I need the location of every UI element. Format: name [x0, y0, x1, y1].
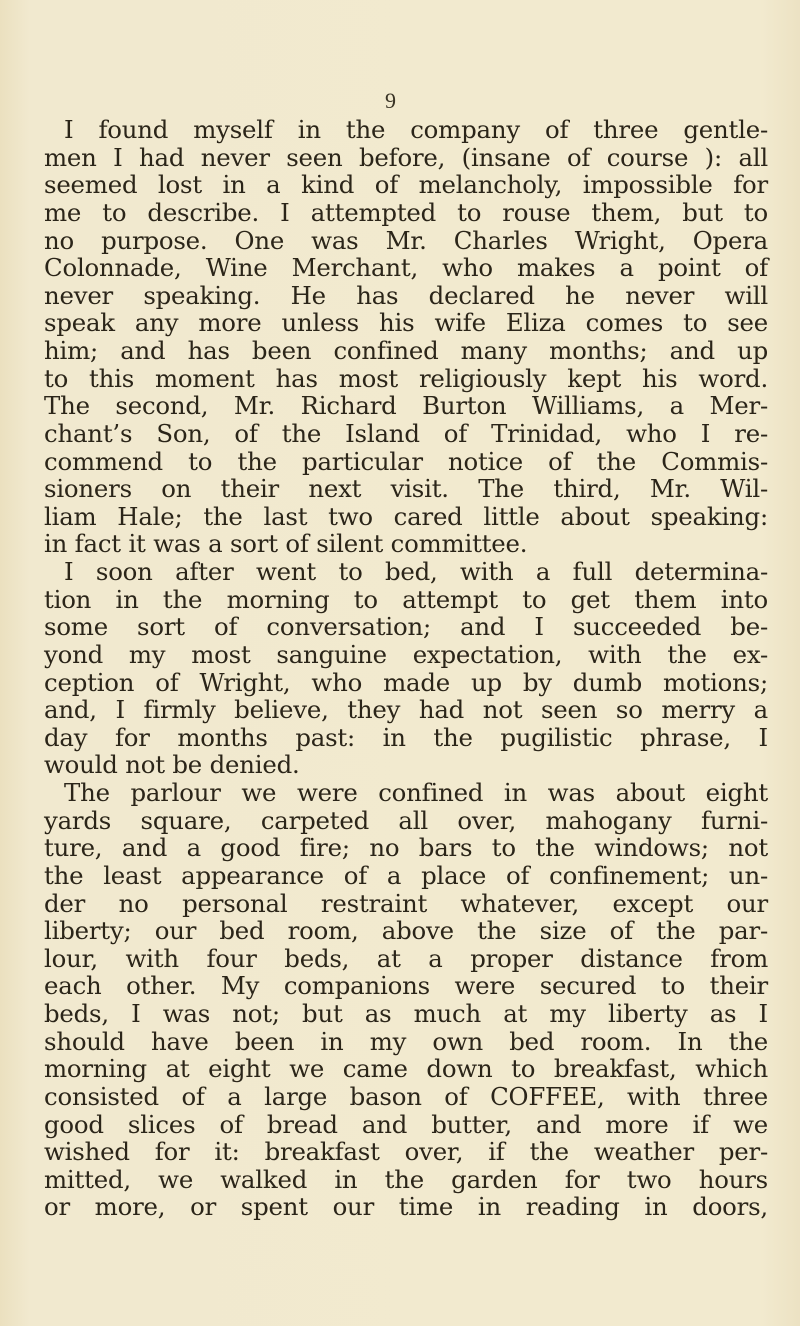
- text-line: I found myself in the company of three gentle-: [64, 115, 768, 144]
- text-line: consisted of a large bason of COFFEE, with three: [44, 1081, 768, 1111]
- text-line: day for months past: in the pugilistic phrase, I: [44, 722, 768, 752]
- text-line: yards square, carpeted all over, mahogany furni-: [44, 805, 768, 835]
- text-line: wished for it: breakfast over, if the weather per-: [44, 1137, 768, 1167]
- text-line: liberty; our bed room, above the size of the par-: [44, 916, 768, 946]
- text-line: commend to the particular notice of the Commis-: [44, 446, 768, 476]
- text-line: ture, and a good fire; no bars to the windows; not: [44, 833, 768, 863]
- text-line: The second, Mr. Richard Burton Williams, a Mer-: [44, 391, 768, 421]
- text-line: speak any more unless his wife Eliza comes to see: [44, 308, 768, 338]
- text-line: sioners on their next visit. The third, Mr. Wil-: [44, 474, 768, 504]
- text-line: lour, with four beds, at a proper distance from: [44, 943, 768, 973]
- text-line: good slices of bread and butter, and more if we: [44, 1109, 768, 1139]
- text-line: The parlour we were confined in was about eight: [64, 778, 768, 807]
- page-number: 9: [385, 88, 396, 113]
- body-text: [44, 116, 768, 1221]
- text-line: and, I firmly believe, they had not seen so merry a: [44, 695, 768, 725]
- text-line: no purpose. One was Mr. Charles Wright, Opera: [44, 225, 768, 255]
- text-line: the least appearance of a place of confinement; un-: [44, 860, 768, 890]
- text-line: each other. My companions were secured to their: [44, 971, 768, 1001]
- text-line: mitted, we walked in the garden for two hours: [44, 1164, 768, 1194]
- text-line: men I had never seen before, (insane of course ): all: [44, 142, 768, 172]
- text-line: would not be denied.: [44, 750, 300, 780]
- text-line: me to describe. I attempted to rouse them, but to: [44, 197, 768, 227]
- text-line: morning at eight we came down to breakfast, which: [44, 1054, 768, 1084]
- text-line: Colonnade, Wine Merchant, who makes a point of: [44, 253, 768, 283]
- text-line: should have been in my own bed room. In the: [44, 1026, 768, 1056]
- text-line: yond my most sanguine expectation, with the ex-: [44, 639, 768, 669]
- text-line: ception of Wright, who made up by dumb motions;: [44, 667, 768, 697]
- text-line: never speaking. He has declared he never will: [44, 280, 768, 310]
- text-line: seemed lost in a kind of melancholy, impossible for: [44, 170, 768, 200]
- text-line: some sort of conversation; and I succeeded be-: [44, 612, 768, 642]
- text-line: liam Hale; the last two cared little about speaking:: [44, 501, 768, 531]
- text-line: beds, I was not; but as much at my liberty as I: [44, 999, 768, 1028]
- text-line: chant’s Son, of the Island of Trinidad, who I re-: [44, 418, 768, 448]
- text-line: him; and has been confined many months; and up: [44, 336, 768, 365]
- text-line: der no personal restraint whatever, except our: [44, 888, 768, 918]
- text-line: to this moment has most religiously kept his word.: [44, 363, 768, 393]
- text-line: in fact it was a sort of silent committee.: [44, 529, 528, 559]
- text-line: or more, or spent our time in reading in doors,: [44, 1192, 768, 1222]
- text-line: I soon after went to bed, with a full determina-: [64, 557, 768, 586]
- text-line: tion in the morning to attempt to get them into: [44, 584, 768, 614]
